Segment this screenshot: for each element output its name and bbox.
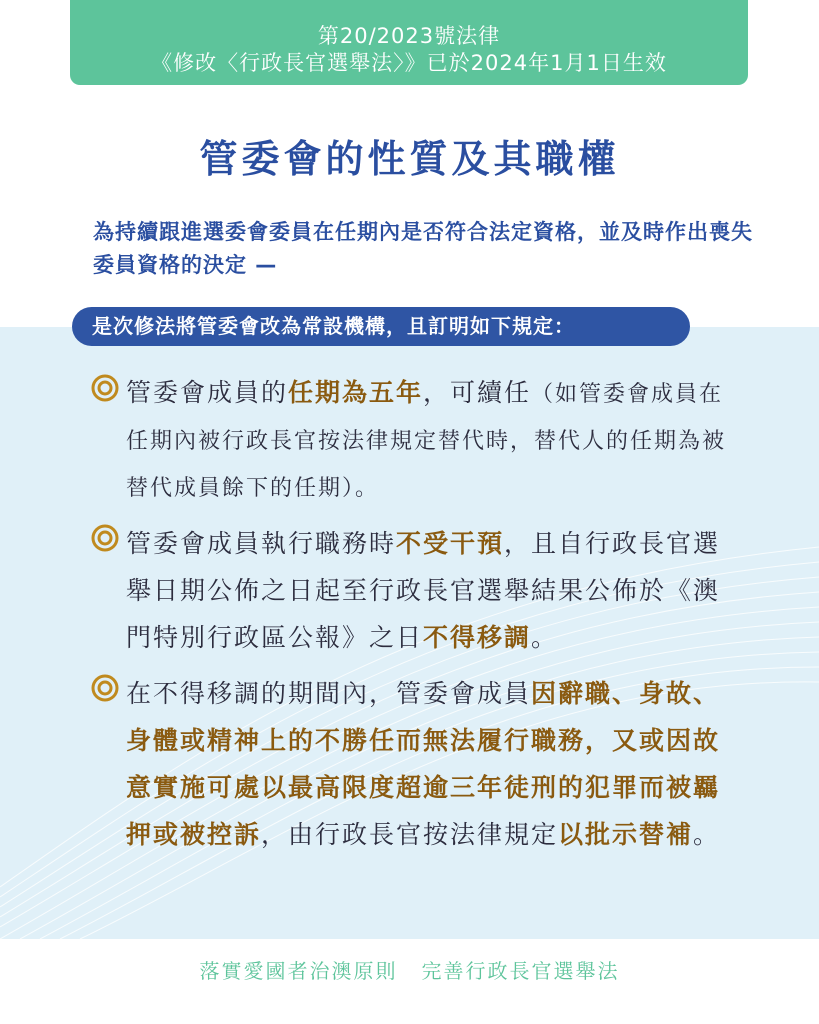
double-circle-bullet-icon [90,373,120,403]
list-item [90,670,740,858]
list-item-text [126,370,740,511]
item-segment: 管委會成員的 [126,378,289,407]
list-item [90,370,740,511]
list-item-text [126,520,740,661]
item-highlight: 因辭職、身故、身體或精神上的不勝任而無法履行職務，又或因故意實施可處以最高限度超逾三年徒刑的犯罪而被羈押或被控訴 [126,679,721,849]
item-segment: 。 [531,623,559,652]
item-segment: 在不得移調的期間內，管委會成員 [126,679,532,708]
double-circle-bullet-icon [90,673,120,703]
page-title: 管委會的性質及其職權 [199,137,620,181]
double-circle-bullet-icon [90,523,120,553]
item-segment: 。 [693,820,721,849]
footer-slogan-left: 落實愛國者治澳原則 [199,959,398,983]
footer-slogan-right: 完善行政長官選舉法 [421,959,620,983]
list-item-text [126,670,740,858]
item-segment: ，可續任 [423,378,532,407]
law-banner [70,0,748,85]
banner-law-number: 第20/2023號法律 [317,24,501,48]
item-segment: ，由行政長官按法律規定 [261,820,559,849]
list-item [90,520,740,661]
item-highlight: 不得移調 [423,623,532,652]
item-segment: ，且自行政長官選舉日期公佈之日起至行政長官選舉結果公佈於《澳門特別行政區公報》之日 [126,529,721,652]
item-highlight: 任期為五年 [288,378,424,407]
item-highlight: 以批示替補 [558,820,694,849]
item-highlight: 不受干預 [396,529,505,558]
footer-slogan [0,955,819,984]
item-segment: 管委會成員執行職務時 [126,529,397,558]
intro-text: 為持續跟進選委會委員在任期內是否符合法定資格，並及時作出喪失委員資格的決定 — [93,220,753,277]
banner-effective-date: 《修改〈行政長官選舉法〉》已於2024年1月1日生效 [151,51,667,75]
section-pill: 是次修法將管委會改為常設機構，且訂明如下規定： [72,307,690,346]
item-note: （如管委會成員在任期內被行政長官按法律規定替代時，替代人的任期為被替代成員餘下的任期）。 [126,382,727,501]
